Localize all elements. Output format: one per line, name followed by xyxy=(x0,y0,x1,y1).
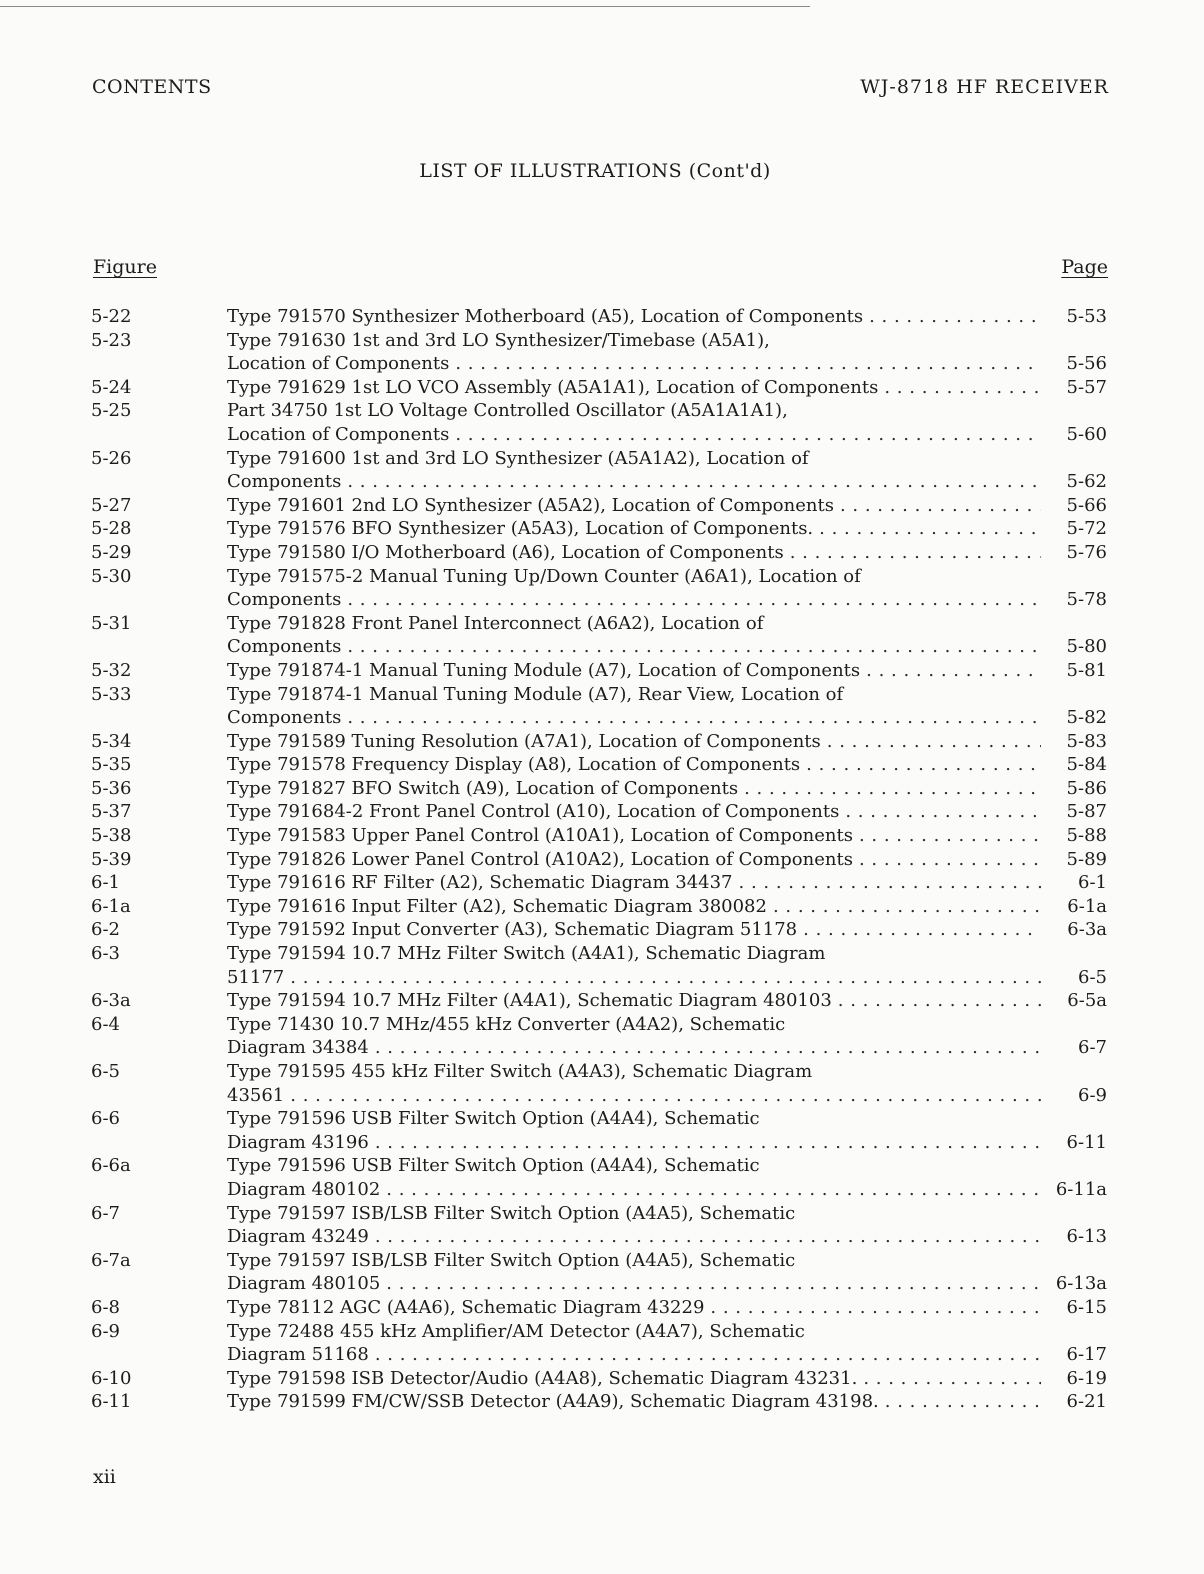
entry-caption xyxy=(227,1296,1107,1320)
page-reference: 6-19 xyxy=(1066,1367,1107,1389)
dot-leader xyxy=(380,1178,1041,1202)
figure-number: 5-32 xyxy=(91,659,132,681)
page-reference: 5-53 xyxy=(1066,306,1107,327)
figure-number: 5-25 xyxy=(91,400,132,422)
caption-leader-line xyxy=(227,871,1107,895)
page-reference: 6-5a xyxy=(1067,990,1107,1012)
figure-number: 5-30 xyxy=(91,565,132,587)
dot-leader xyxy=(857,1367,1041,1391)
entry-caption xyxy=(227,659,1107,683)
caption-line: Type 71430 10.7 MHz/455 kHz Converter (A4A2), Schematic xyxy=(227,1013,786,1035)
entry-caption xyxy=(227,329,1107,376)
list-item xyxy=(91,1367,1107,1391)
entry-caption xyxy=(227,565,1107,612)
entry-caption xyxy=(227,1013,1107,1060)
figure-number: 5-34 xyxy=(91,730,132,752)
dot-leader xyxy=(369,1131,1041,1155)
dot-leader xyxy=(797,918,1041,942)
figure-number: 5-35 xyxy=(91,754,132,776)
list-item xyxy=(91,1296,1107,1320)
list-item xyxy=(91,1060,1107,1107)
figure-number: 6-7a xyxy=(91,1249,131,1271)
caption-line: Components xyxy=(227,471,342,493)
caption-leader-line xyxy=(227,895,1107,919)
dot-leader xyxy=(821,730,1041,754)
dot-leader xyxy=(369,1036,1041,1060)
page-reference: 5-86 xyxy=(1066,777,1107,799)
figure-number: 5-26 xyxy=(91,447,132,469)
list-item xyxy=(91,753,1107,777)
page-column-header: Page xyxy=(1061,256,1108,278)
page-reference: 5-57 xyxy=(1066,376,1107,398)
running-header-right: WJ-8718 HF RECEIVER xyxy=(860,76,1109,98)
page-reference: 6-13a xyxy=(1055,1273,1107,1295)
caption-leader-line xyxy=(227,352,1107,376)
caption-line: Type 791684-2 Front Panel Control (A10), Location of Components xyxy=(227,801,840,823)
list-item xyxy=(91,1154,1107,1201)
caption-line: Type 791828 Front Panel Interconnect (A6A2), Location of xyxy=(227,612,764,634)
dot-leader xyxy=(341,588,1041,612)
list-item xyxy=(91,871,1107,895)
page-reference: 5-60 xyxy=(1066,423,1107,445)
list-item xyxy=(91,447,1107,494)
page-reference: 6-13 xyxy=(1066,1226,1107,1248)
list-item xyxy=(91,659,1107,683)
entry-caption xyxy=(227,1320,1107,1367)
dot-leader xyxy=(853,848,1041,872)
figure-number: 6-1a xyxy=(91,895,131,917)
caption-line: Type 791874-1 Manual Tuning Module (A7), Location of Components xyxy=(227,659,861,681)
caption-line: Type 791596 USB Filter Switch Option (A4A4), Schematic xyxy=(227,1108,760,1130)
caption-line: Type 791601 2nd LO Synthesizer (A5A2), Location of Components xyxy=(227,494,834,516)
figure-number: 5-36 xyxy=(91,777,132,799)
entry-caption xyxy=(227,777,1107,801)
entry-caption xyxy=(227,824,1107,848)
page-reference: 5-56 xyxy=(1066,353,1107,375)
caption-leader-line xyxy=(227,1390,1107,1414)
figure-number: 6-6 xyxy=(91,1108,120,1130)
caption-leader-line xyxy=(227,1367,1107,1391)
list-item xyxy=(91,399,1107,446)
dot-leader xyxy=(800,753,1041,777)
caption-leader-line xyxy=(227,1272,1107,1296)
dot-leader xyxy=(449,352,1041,376)
caption-leader-line xyxy=(227,423,1107,447)
caption-line: Type 791599 FM/CW/SSB Detector (A4A9), Schematic Diagram 43198. xyxy=(227,1391,879,1413)
caption-leader-line xyxy=(227,376,1107,400)
figure-number: 6-2 xyxy=(91,919,120,941)
caption-line: Diagram 51168 xyxy=(227,1344,369,1366)
entry-caption xyxy=(227,399,1107,446)
figure-number: 6-8 xyxy=(91,1296,120,1318)
caption-line: Type 791583 Upper Panel Control (A10A1), Location of Components xyxy=(227,825,853,847)
caption-line: Type 791616 Input Filter (A2), Schematic Diagram 380082 xyxy=(227,895,767,917)
dot-leader xyxy=(284,966,1041,990)
caption-leader-line xyxy=(227,1131,1107,1155)
caption-leader-line xyxy=(227,305,1107,329)
list-item xyxy=(91,541,1107,565)
entry-caption xyxy=(227,918,1107,942)
list-item xyxy=(91,1107,1107,1154)
running-header-left: CONTENTS xyxy=(92,76,212,98)
caption-leader-line xyxy=(227,918,1107,942)
dot-leader xyxy=(380,1272,1041,1296)
page-reference: 6-11a xyxy=(1055,1178,1107,1200)
entry-caption xyxy=(227,989,1107,1013)
caption-line: Type 791630 1st and 3rd LO Synthesizer/Timebase (A5A1), xyxy=(227,329,770,351)
dot-leader xyxy=(879,1390,1041,1414)
figure-number: 5-29 xyxy=(91,541,132,563)
page-reference: 6-5 xyxy=(1078,966,1107,988)
caption-line: Type 791826 Lower Panel Control (A10A2), Location of Components xyxy=(227,848,853,870)
list-item xyxy=(91,1202,1107,1249)
caption-line: Type 791598 ISB Detector/Audio (A4A8), Schematic Diagram 43231. xyxy=(227,1367,858,1389)
caption-line: Type 791616 RF Filter (A2), Schematic Diagram 34437 xyxy=(227,872,733,894)
figure-number: 5-24 xyxy=(91,376,132,398)
list-item xyxy=(91,1249,1107,1296)
list-item xyxy=(91,1013,1107,1060)
caption-line: Type 791827 BFO Switch (A9), Location of Components xyxy=(227,777,739,799)
caption-line: Type 791594 10.7 MHz Filter (A4A1), Schematic Diagram 480103 xyxy=(227,990,832,1012)
page-reference: 5-89 xyxy=(1066,848,1107,870)
figure-number: 6-3 xyxy=(91,943,120,965)
entry-caption xyxy=(227,753,1107,777)
caption-line: Type 791595 455 kHz Filter Switch (A4A3), Schematic Diagram xyxy=(227,1061,813,1082)
caption-leader-line xyxy=(227,494,1107,518)
caption-leader-line xyxy=(227,777,1107,801)
caption-line: Type 791578 Frequency Display (A8), Location of Components xyxy=(227,754,801,776)
caption-line: Type 78112 AGC (A4A6), Schematic Diagram 43229 xyxy=(227,1296,705,1318)
page-reference: 5-80 xyxy=(1066,636,1107,658)
figure-number: 5-28 xyxy=(91,518,132,540)
list-item xyxy=(91,565,1107,612)
page-reference: 6-21 xyxy=(1066,1391,1107,1413)
caption-line: Diagram 34384 xyxy=(227,1037,369,1059)
dot-leader xyxy=(284,1084,1041,1108)
page-reference: 6-17 xyxy=(1066,1344,1107,1366)
figure-number: 6-3a xyxy=(91,990,131,1012)
caption-leader-line xyxy=(227,1225,1107,1249)
page-reference: 5-62 xyxy=(1066,471,1107,493)
caption-line: Location of Components xyxy=(227,353,450,375)
figure-number: 6-9 xyxy=(91,1320,120,1342)
figure-number: 6-4 xyxy=(91,1013,120,1035)
dot-leader xyxy=(449,423,1041,447)
top-rule xyxy=(0,6,810,7)
page-reference: 6-11 xyxy=(1066,1131,1107,1153)
dot-leader xyxy=(860,659,1041,683)
dot-leader xyxy=(853,824,1041,848)
caption-leader-line xyxy=(227,989,1107,1013)
entry-caption xyxy=(227,305,1107,329)
entry-caption xyxy=(227,942,1107,989)
entry-caption xyxy=(227,1154,1107,1201)
figure-number: 5-38 xyxy=(91,825,132,847)
figure-number: 6-1 xyxy=(91,872,120,894)
list-item xyxy=(91,329,1107,376)
caption-line: Diagram 43249 xyxy=(227,1226,369,1248)
caption-line: Components xyxy=(227,589,342,611)
page-reference: 5-87 xyxy=(1066,801,1107,823)
dot-leader xyxy=(878,376,1041,400)
figure-number: 6-10 xyxy=(91,1367,132,1389)
caption-leader-line xyxy=(227,541,1107,565)
caption-leader-line xyxy=(227,470,1107,494)
dot-leader xyxy=(341,470,1041,494)
list-item xyxy=(91,376,1107,400)
entry-caption xyxy=(227,871,1107,895)
caption-line: Diagram 43196 xyxy=(227,1131,369,1153)
page-reference: 5-66 xyxy=(1066,494,1107,516)
figure-number: 5-23 xyxy=(91,329,132,351)
caption-line: Location of Components xyxy=(227,423,450,445)
entry-caption xyxy=(227,895,1107,919)
entry-caption xyxy=(227,1367,1107,1391)
entry-caption xyxy=(227,1060,1107,1107)
entry-caption xyxy=(227,517,1107,541)
dot-leader xyxy=(839,800,1041,824)
entry-caption xyxy=(227,541,1107,565)
figure-column-header: Figure xyxy=(93,256,157,278)
page-reference: 6-7 xyxy=(1078,1037,1107,1059)
list-item xyxy=(91,800,1107,824)
caption-leader-line xyxy=(227,753,1107,777)
list-item xyxy=(91,517,1107,541)
caption-line: Part 34750 1st LO Voltage Controlled Oscillator (A5A1A1A1), xyxy=(227,400,788,422)
caption-line: Type 791600 1st and 3rd LO Synthesizer (A5A1A2), Location of xyxy=(227,447,809,469)
dot-leader xyxy=(784,541,1041,565)
page-reference: 5-83 xyxy=(1066,730,1107,752)
entry-caption xyxy=(227,1390,1107,1414)
page-reference: 5-78 xyxy=(1066,589,1107,611)
list-item xyxy=(91,1320,1107,1367)
dot-leader xyxy=(863,305,1041,329)
figure-number: 6-6a xyxy=(91,1155,131,1177)
caption-leader-line xyxy=(227,588,1107,612)
caption-line: 43561 xyxy=(227,1084,285,1106)
caption-line: Type 791629 1st LO VCO Assembly (A5A1A1), Location of Components xyxy=(227,376,879,398)
caption-leader-line xyxy=(227,1036,1107,1060)
entry-caption xyxy=(227,730,1107,754)
caption-leader-line xyxy=(227,635,1107,659)
caption-line: Components xyxy=(227,636,342,658)
dot-leader xyxy=(767,895,1041,919)
figure-number: 6-7 xyxy=(91,1202,120,1224)
page-reference: 5-81 xyxy=(1066,659,1107,681)
list-item xyxy=(91,612,1107,659)
caption-leader-line xyxy=(227,1084,1107,1108)
caption-line: Components xyxy=(227,707,342,729)
caption-line: Type 791596 USB Filter Switch Option (A4A4), Schematic xyxy=(227,1155,760,1177)
page-reference: 5-82 xyxy=(1066,707,1107,729)
caption-leader-line xyxy=(227,517,1107,541)
caption-line: Type 791589 Tuning Resolution (A7A1), Location of Components xyxy=(227,730,821,752)
page-title: LIST OF ILLUSTRATIONS (Cont'd) xyxy=(419,160,771,182)
caption-line: Type 791580 I/O Motherboard (A6), Location of Components xyxy=(227,541,784,563)
dot-leader xyxy=(834,494,1041,518)
caption-line: Type 791597 ISB/LSB Filter Switch Option (A4A5), Schematic xyxy=(227,1202,796,1224)
caption-line: 51177 xyxy=(227,966,285,988)
caption-leader-line xyxy=(227,1343,1107,1367)
caption-line: Type 791594 10.7 MHz Filter Switch (A4A1), Schematic Diagram xyxy=(227,943,826,965)
caption-leader-line xyxy=(227,1296,1107,1320)
caption-line: Type 72488 455 kHz Amplifier/AM Detector (A4A7), Schematic xyxy=(227,1320,805,1342)
caption-line: Type 791874-1 Manual Tuning Module (A7), Rear View, Location of xyxy=(227,683,844,705)
dot-leader xyxy=(813,517,1041,541)
list-item xyxy=(91,305,1107,329)
entry-caption xyxy=(227,1202,1107,1249)
caption-leader-line xyxy=(227,800,1107,824)
caption-line: Type 791570 Synthesizer Motherboard (A5), Location of Components xyxy=(227,306,864,327)
figure-number: 5-39 xyxy=(91,848,132,870)
caption-line: Type 791592 Input Converter (A3), Schematic Diagram 51178 xyxy=(227,919,798,941)
caption-leader-line xyxy=(227,966,1107,990)
dot-leader xyxy=(704,1296,1041,1320)
caption-line: Type 791597 ISB/LSB Filter Switch Option (A4A5), Schematic xyxy=(227,1249,796,1271)
list-item xyxy=(91,848,1107,872)
dot-leader xyxy=(341,706,1041,730)
page-reference: 5-72 xyxy=(1066,518,1107,540)
page-reference: 5-76 xyxy=(1066,541,1107,563)
entry-caption xyxy=(227,1107,1107,1154)
caption-leader-line xyxy=(227,659,1107,683)
entry-caption xyxy=(227,848,1107,872)
caption-leader-line xyxy=(227,1178,1107,1202)
dot-leader xyxy=(369,1225,1041,1249)
entry-caption xyxy=(227,494,1107,518)
list-item xyxy=(91,989,1107,1013)
caption-leader-line xyxy=(227,848,1107,872)
list-item xyxy=(91,942,1107,989)
page-reference: 6-3a xyxy=(1067,919,1107,941)
figure-number: 5-22 xyxy=(91,306,132,327)
page-reference: 5-88 xyxy=(1066,825,1107,847)
entry-caption xyxy=(227,800,1107,824)
page-reference: 6-1 xyxy=(1078,872,1107,894)
caption-line: Diagram 480105 xyxy=(227,1273,381,1295)
list-item xyxy=(91,494,1107,518)
figure-number: 5-27 xyxy=(91,494,132,516)
dot-leader xyxy=(369,1343,1041,1367)
caption-leader-line xyxy=(227,730,1107,754)
list-item xyxy=(91,918,1107,942)
entry-caption xyxy=(227,1249,1107,1296)
caption-line: Type 791576 BFO Synthesizer (A5A3), Location of Components. xyxy=(227,518,814,540)
dot-leader xyxy=(738,777,1041,801)
list-item xyxy=(91,895,1107,919)
page-reference: 5-84 xyxy=(1066,754,1107,776)
caption-line: Type 791575-2 Manual Tuning Up/Down Counter (A6A1), Location of xyxy=(227,565,861,587)
entry-caption xyxy=(227,612,1107,659)
illustrations-list xyxy=(91,305,1107,1414)
list-item xyxy=(91,730,1107,754)
list-item xyxy=(91,683,1107,730)
caption-leader-line xyxy=(227,824,1107,848)
dot-leader xyxy=(832,989,1041,1013)
entry-caption xyxy=(227,683,1107,730)
page-reference: 6-15 xyxy=(1066,1296,1107,1318)
entry-caption xyxy=(227,447,1107,494)
entry-caption xyxy=(227,376,1107,400)
dot-leader xyxy=(733,871,1041,895)
list-item xyxy=(91,777,1107,801)
page-number: xii xyxy=(93,1466,116,1488)
figure-number: 6-11 xyxy=(91,1391,132,1413)
caption-leader-line xyxy=(227,706,1107,730)
page-reference: 6-1a xyxy=(1067,895,1107,917)
list-item xyxy=(91,824,1107,848)
caption-line: Diagram 480102 xyxy=(227,1178,381,1200)
figure-number: 5-37 xyxy=(91,801,132,823)
dot-leader xyxy=(341,635,1041,659)
figure-number: 5-33 xyxy=(91,683,132,705)
figure-number: 5-31 xyxy=(91,612,132,634)
page-reference: 6-9 xyxy=(1078,1084,1107,1106)
list-item xyxy=(91,1390,1107,1414)
figure-number: 6-5 xyxy=(91,1061,120,1082)
